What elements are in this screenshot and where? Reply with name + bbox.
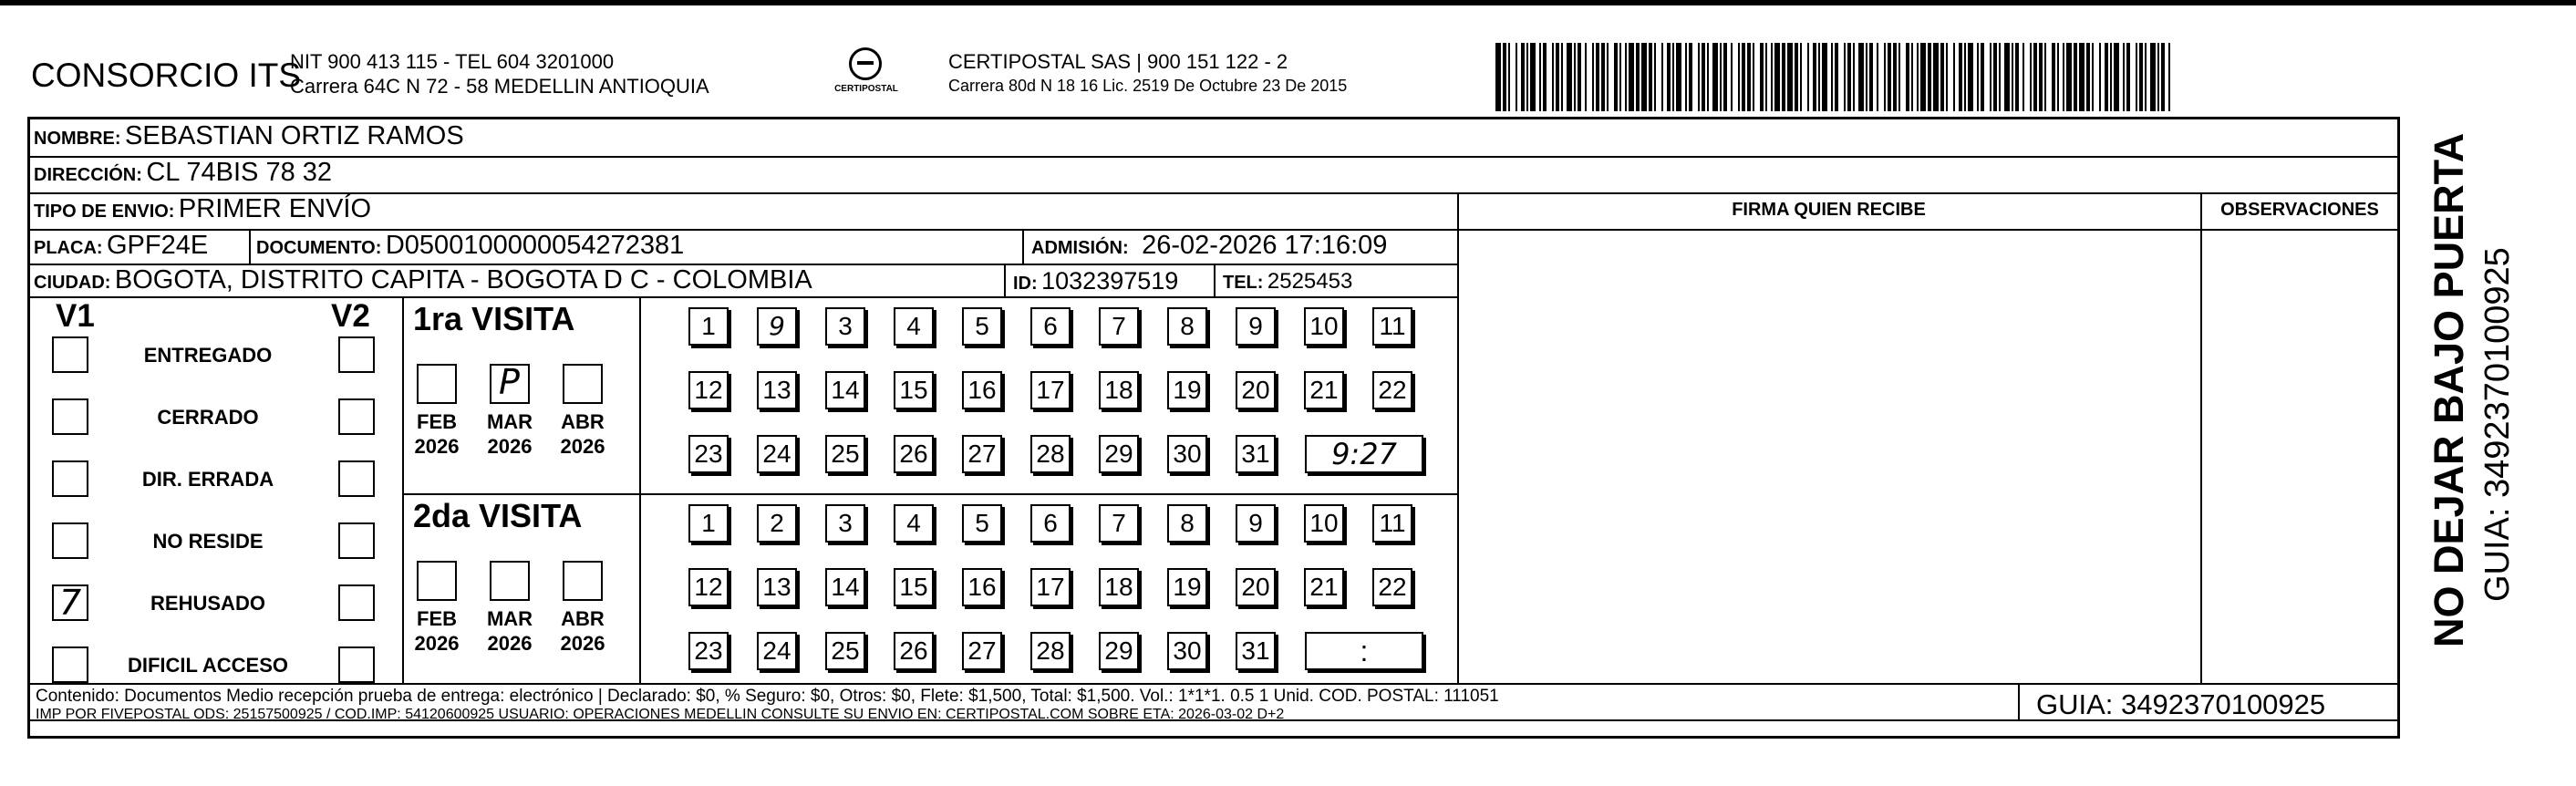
- admision-row: [1031, 231, 1387, 261]
- admision-value: 26-02-2026 17:16:09: [1142, 231, 1388, 260]
- day-box[interactable]: 8: [1167, 307, 1207, 346]
- day-box[interactable]: 23: [688, 632, 729, 670]
- month-mark: P: [499, 362, 520, 402]
- direccion-value: CL 74BIS 78 32: [146, 158, 333, 187]
- footer-contenido: Contenido: Documentos Medio recepción prueba de entrega: electrónico | Declarado: $0, % Seguro: $0, Otros: $0, Flete: $1,500, Total: $1,500. Vol.: 1*1*1. 0.5 1 Unid. COD. POSTAL: 111051: [36, 687, 1499, 706]
- delivery-form: [27, 117, 2400, 739]
- nombre-value: SEBASTIAN ORTIZ RAMOS: [125, 121, 464, 150]
- month-year: 2026: [414, 435, 460, 458]
- v1-checkbox[interactable]: [52, 336, 88, 373]
- day-box[interactable]: 4: [894, 307, 934, 346]
- day-box[interactable]: 6: [1030, 504, 1071, 543]
- day-box[interactable]: 9: [1236, 307, 1276, 346]
- rule: [1004, 264, 1006, 296]
- barcode-bar: [2168, 43, 2170, 111]
- day-box[interactable]: 19: [1167, 371, 1207, 409]
- month-checkbox[interactable]: [490, 364, 530, 404]
- nombre-row: [34, 121, 464, 151]
- day-box[interactable]: 12: [688, 371, 729, 409]
- month-year: 2026: [487, 632, 533, 655]
- rule: [639, 296, 641, 683]
- day-box[interactable]: 1: [688, 307, 729, 346]
- v1-header: V1: [56, 298, 95, 334]
- id-row: [1013, 267, 1178, 295]
- month-label: [478, 606, 542, 656]
- day-box[interactable]: 29: [1099, 632, 1139, 670]
- day-box[interactable]: 25: [825, 632, 865, 670]
- status-label: ENTREGADO: [143, 344, 273, 367]
- status-label: DIFICIL ACCESO: [127, 654, 288, 677]
- day-box[interactable]: 15: [894, 568, 934, 606]
- month-name: ABR: [561, 410, 605, 433]
- day-box[interactable]: 26: [894, 435, 934, 473]
- day-box[interactable]: 6: [1030, 307, 1071, 346]
- day-box[interactable]: 30: [1167, 435, 1207, 473]
- certipostal-info: [948, 49, 1347, 98]
- id-label: ID:: [1013, 274, 1038, 294]
- day-box[interactable]: 24: [757, 632, 797, 670]
- v2-header: V2: [331, 298, 370, 334]
- day-box[interactable]: 3: [825, 307, 865, 346]
- month-checkbox[interactable]: [417, 364, 457, 404]
- month-year: 2026: [560, 435, 605, 458]
- day-box[interactable]: 9: [1236, 504, 1276, 543]
- v1-checkbox[interactable]: [52, 522, 88, 559]
- day-box[interactable]: 11: [1372, 504, 1412, 543]
- tipo-label: TIPO DE ENVIO:: [34, 202, 175, 222]
- observaciones-header: OBSERVACIONES: [2220, 200, 2379, 220]
- admision-label: ADMISIÓN:: [1031, 238, 1129, 258]
- tipo-row: [34, 194, 371, 224]
- time-box[interactable]: :: [1305, 632, 1423, 670]
- logo-text: CERTIPOSTAL: [834, 84, 898, 94]
- day-box[interactable]: 10: [1304, 504, 1344, 543]
- v2-checkbox[interactable]: [338, 336, 375, 373]
- visit-title: 1ra VISITA: [413, 300, 575, 337]
- day-box[interactable]: 5: [962, 504, 1002, 543]
- day-box[interactable]: 16: [962, 568, 1002, 606]
- rule: [1022, 229, 1024, 264]
- month-year: 2026: [414, 632, 460, 655]
- v1-checkbox[interactable]: [52, 584, 88, 621]
- month-name: FEB: [417, 607, 457, 630]
- day-box[interactable]: 22: [1372, 568, 1412, 606]
- documento-row: [256, 231, 684, 261]
- day-box[interactable]: 19: [1167, 568, 1207, 606]
- month-year: 2026: [487, 435, 533, 458]
- status-label: CERRADO: [157, 406, 259, 429]
- day-box[interactable]: 25: [825, 435, 865, 473]
- day-box[interactable]: 28: [1030, 632, 1071, 670]
- day-box[interactable]: 12: [688, 568, 729, 606]
- day-box[interactable]: 14: [825, 371, 865, 409]
- documento-value: D0500100000054272381: [385, 231, 685, 260]
- day-box[interactable]: 7: [1099, 307, 1139, 346]
- day-box[interactable]: 8: [1167, 504, 1207, 543]
- ciudad-label: CIUDAD:: [34, 273, 111, 293]
- certi-line1: CERTIPOSTAL SAS | 900 151 122 - 2: [948, 50, 1288, 73]
- day-box[interactable]: 23: [688, 435, 729, 473]
- day-box[interactable]: 31: [1236, 632, 1276, 670]
- tel-label: TEL:: [1223, 273, 1264, 293]
- address-line: Carrera 64C N 72 - 58 MEDELLIN ANTIOQUIA: [290, 75, 709, 98]
- direccion-label: DIRECCIÓN:: [34, 165, 142, 185]
- company-name: CONSORCIO ITS: [31, 57, 302, 94]
- day-box[interactable]: 29: [1099, 435, 1139, 473]
- rule: [1214, 264, 1216, 296]
- rule: [2200, 192, 2202, 683]
- rule: [402, 493, 1457, 495]
- month-year: 2026: [560, 632, 605, 655]
- footer-guia: GUIA: 3492370100925: [2036, 688, 2326, 720]
- day-box[interactable]: 27: [962, 435, 1002, 473]
- v1-checkbox[interactable]: [52, 646, 88, 683]
- top-border: [0, 0, 2576, 5]
- v2-checkbox[interactable]: [338, 522, 375, 559]
- side-warning: NO DEJAR BAJO PUERTA: [2426, 132, 2472, 647]
- month-label: [478, 409, 542, 459]
- day-box[interactable]: 15: [894, 371, 934, 409]
- placa-label: PLACA:: [34, 238, 103, 258]
- ciudad-value: BOGOTA, DISTRITO CAPITA - BOGOTA D C - COLOMBIA: [114, 265, 812, 295]
- day-box[interactable]: 18: [1099, 371, 1139, 409]
- side-guia: GUIA: 3492370100925: [2478, 247, 2517, 602]
- time-box[interactable]: 9:27: [1305, 435, 1423, 473]
- rule: [30, 296, 1457, 298]
- firma-header: FIRMA QUIEN RECIBE: [1732, 200, 1926, 220]
- rule: [30, 156, 2397, 158]
- status-label: DIR. ERRADA: [141, 468, 274, 491]
- day-box[interactable]: 11: [1372, 307, 1412, 346]
- v1-checkbox[interactable]: [52, 460, 88, 497]
- day-box[interactable]: 16: [962, 371, 1002, 409]
- day-box[interactable]: 17: [1030, 568, 1071, 606]
- month-name: FEB: [417, 410, 457, 433]
- certipostal-logo: [834, 47, 898, 108]
- month-label: [551, 606, 615, 656]
- day-box[interactable]: 21: [1304, 568, 1344, 606]
- v2-checkbox[interactable]: [338, 646, 375, 683]
- month-checkbox[interactable]: [490, 561, 530, 601]
- tel-row: [1223, 269, 1352, 295]
- day-box[interactable]: 5: [962, 307, 1002, 346]
- nit-line: NIT 900 413 115 - TEL 604 3201000: [290, 50, 615, 73]
- barcode: [1495, 43, 2175, 111]
- month-checkbox[interactable]: [417, 561, 457, 601]
- day-box[interactable]: 2: [757, 504, 797, 543]
- v1-checkbox[interactable]: [52, 398, 88, 435]
- rule: [30, 192, 2397, 194]
- rule: [1457, 192, 1459, 683]
- tipo-value: PRIMER ENVÍO: [178, 194, 372, 223]
- month-checkbox[interactable]: [563, 364, 603, 404]
- day-box[interactable]: 26: [894, 632, 934, 670]
- status-label: REHUSADO: [150, 592, 265, 615]
- day-box[interactable]: 14: [825, 568, 865, 606]
- v2-checkbox[interactable]: [338, 460, 375, 497]
- footer-imp: IMP POR FIVEPOSTAL ODS: 25157500925 / COD.IMP: 54120600925 USUARIO: OPERACIONES MEDELLIN CONSULTE SU ENVIO EN: CERTIPOSTAL.COM SOBRE ETA: 2026-03-02 D+2: [36, 707, 1285, 722]
- rule: [249, 229, 251, 264]
- direccion-row: [34, 158, 332, 188]
- documento-label: DOCUMENTO:: [256, 238, 382, 258]
- day-box[interactable]: 9: [757, 307, 797, 346]
- day-box[interactable]: 17: [1030, 371, 1071, 409]
- rule: [30, 683, 2397, 685]
- placa-value: GPF24E: [107, 231, 209, 260]
- day-box[interactable]: 31: [1236, 435, 1276, 473]
- rule: [2018, 683, 2020, 719]
- day-box[interactable]: 13: [757, 371, 797, 409]
- v2-checkbox[interactable]: [338, 398, 375, 435]
- ciudad-row: [34, 265, 812, 295]
- day-box[interactable]: 3: [825, 504, 865, 543]
- day-box[interactable]: 22: [1372, 371, 1412, 409]
- day-box[interactable]: 30: [1167, 632, 1207, 670]
- rule: [402, 296, 404, 683]
- day-box[interactable]: 27: [962, 632, 1002, 670]
- day-box[interactable]: 4: [894, 504, 934, 543]
- day-box[interactable]: 24: [757, 435, 797, 473]
- month-name: MAR: [486, 607, 533, 630]
- month-label: [405, 606, 469, 656]
- month-name: MAR: [486, 410, 533, 433]
- logo-mark-icon: [849, 47, 882, 80]
- tel-value: 2525453: [1267, 269, 1353, 294]
- nombre-label: NOMBRE:: [34, 129, 121, 149]
- v2-checkbox[interactable]: [338, 584, 375, 621]
- day-box[interactable]: 21: [1304, 371, 1344, 409]
- day-box[interactable]: 13: [757, 568, 797, 606]
- month-name: ABR: [561, 607, 605, 630]
- day-box[interactable]: 10: [1304, 307, 1344, 346]
- day-box[interactable]: 1: [688, 504, 729, 543]
- month-label: [405, 409, 469, 459]
- day-box[interactable]: 28: [1030, 435, 1071, 473]
- visit-title: 2da VISITA: [413, 497, 583, 534]
- status-mark: 7: [59, 583, 82, 623]
- day-box[interactable]: 20: [1236, 371, 1276, 409]
- placa-row: [34, 231, 208, 261]
- day-box[interactable]: 18: [1099, 568, 1139, 606]
- status-label: NO RESIDE: [152, 530, 264, 553]
- day-box[interactable]: 20: [1236, 568, 1276, 606]
- month-checkbox[interactable]: [563, 561, 603, 601]
- month-label: [551, 409, 615, 459]
- certi-line2: Carrera 80d N 18 16 Lic. 2519 De Octubre 23 De 2015: [948, 77, 1348, 95]
- company-info: [290, 49, 709, 98]
- id-value: 1032397519: [1041, 267, 1179, 295]
- day-box[interactable]: 7: [1099, 504, 1139, 543]
